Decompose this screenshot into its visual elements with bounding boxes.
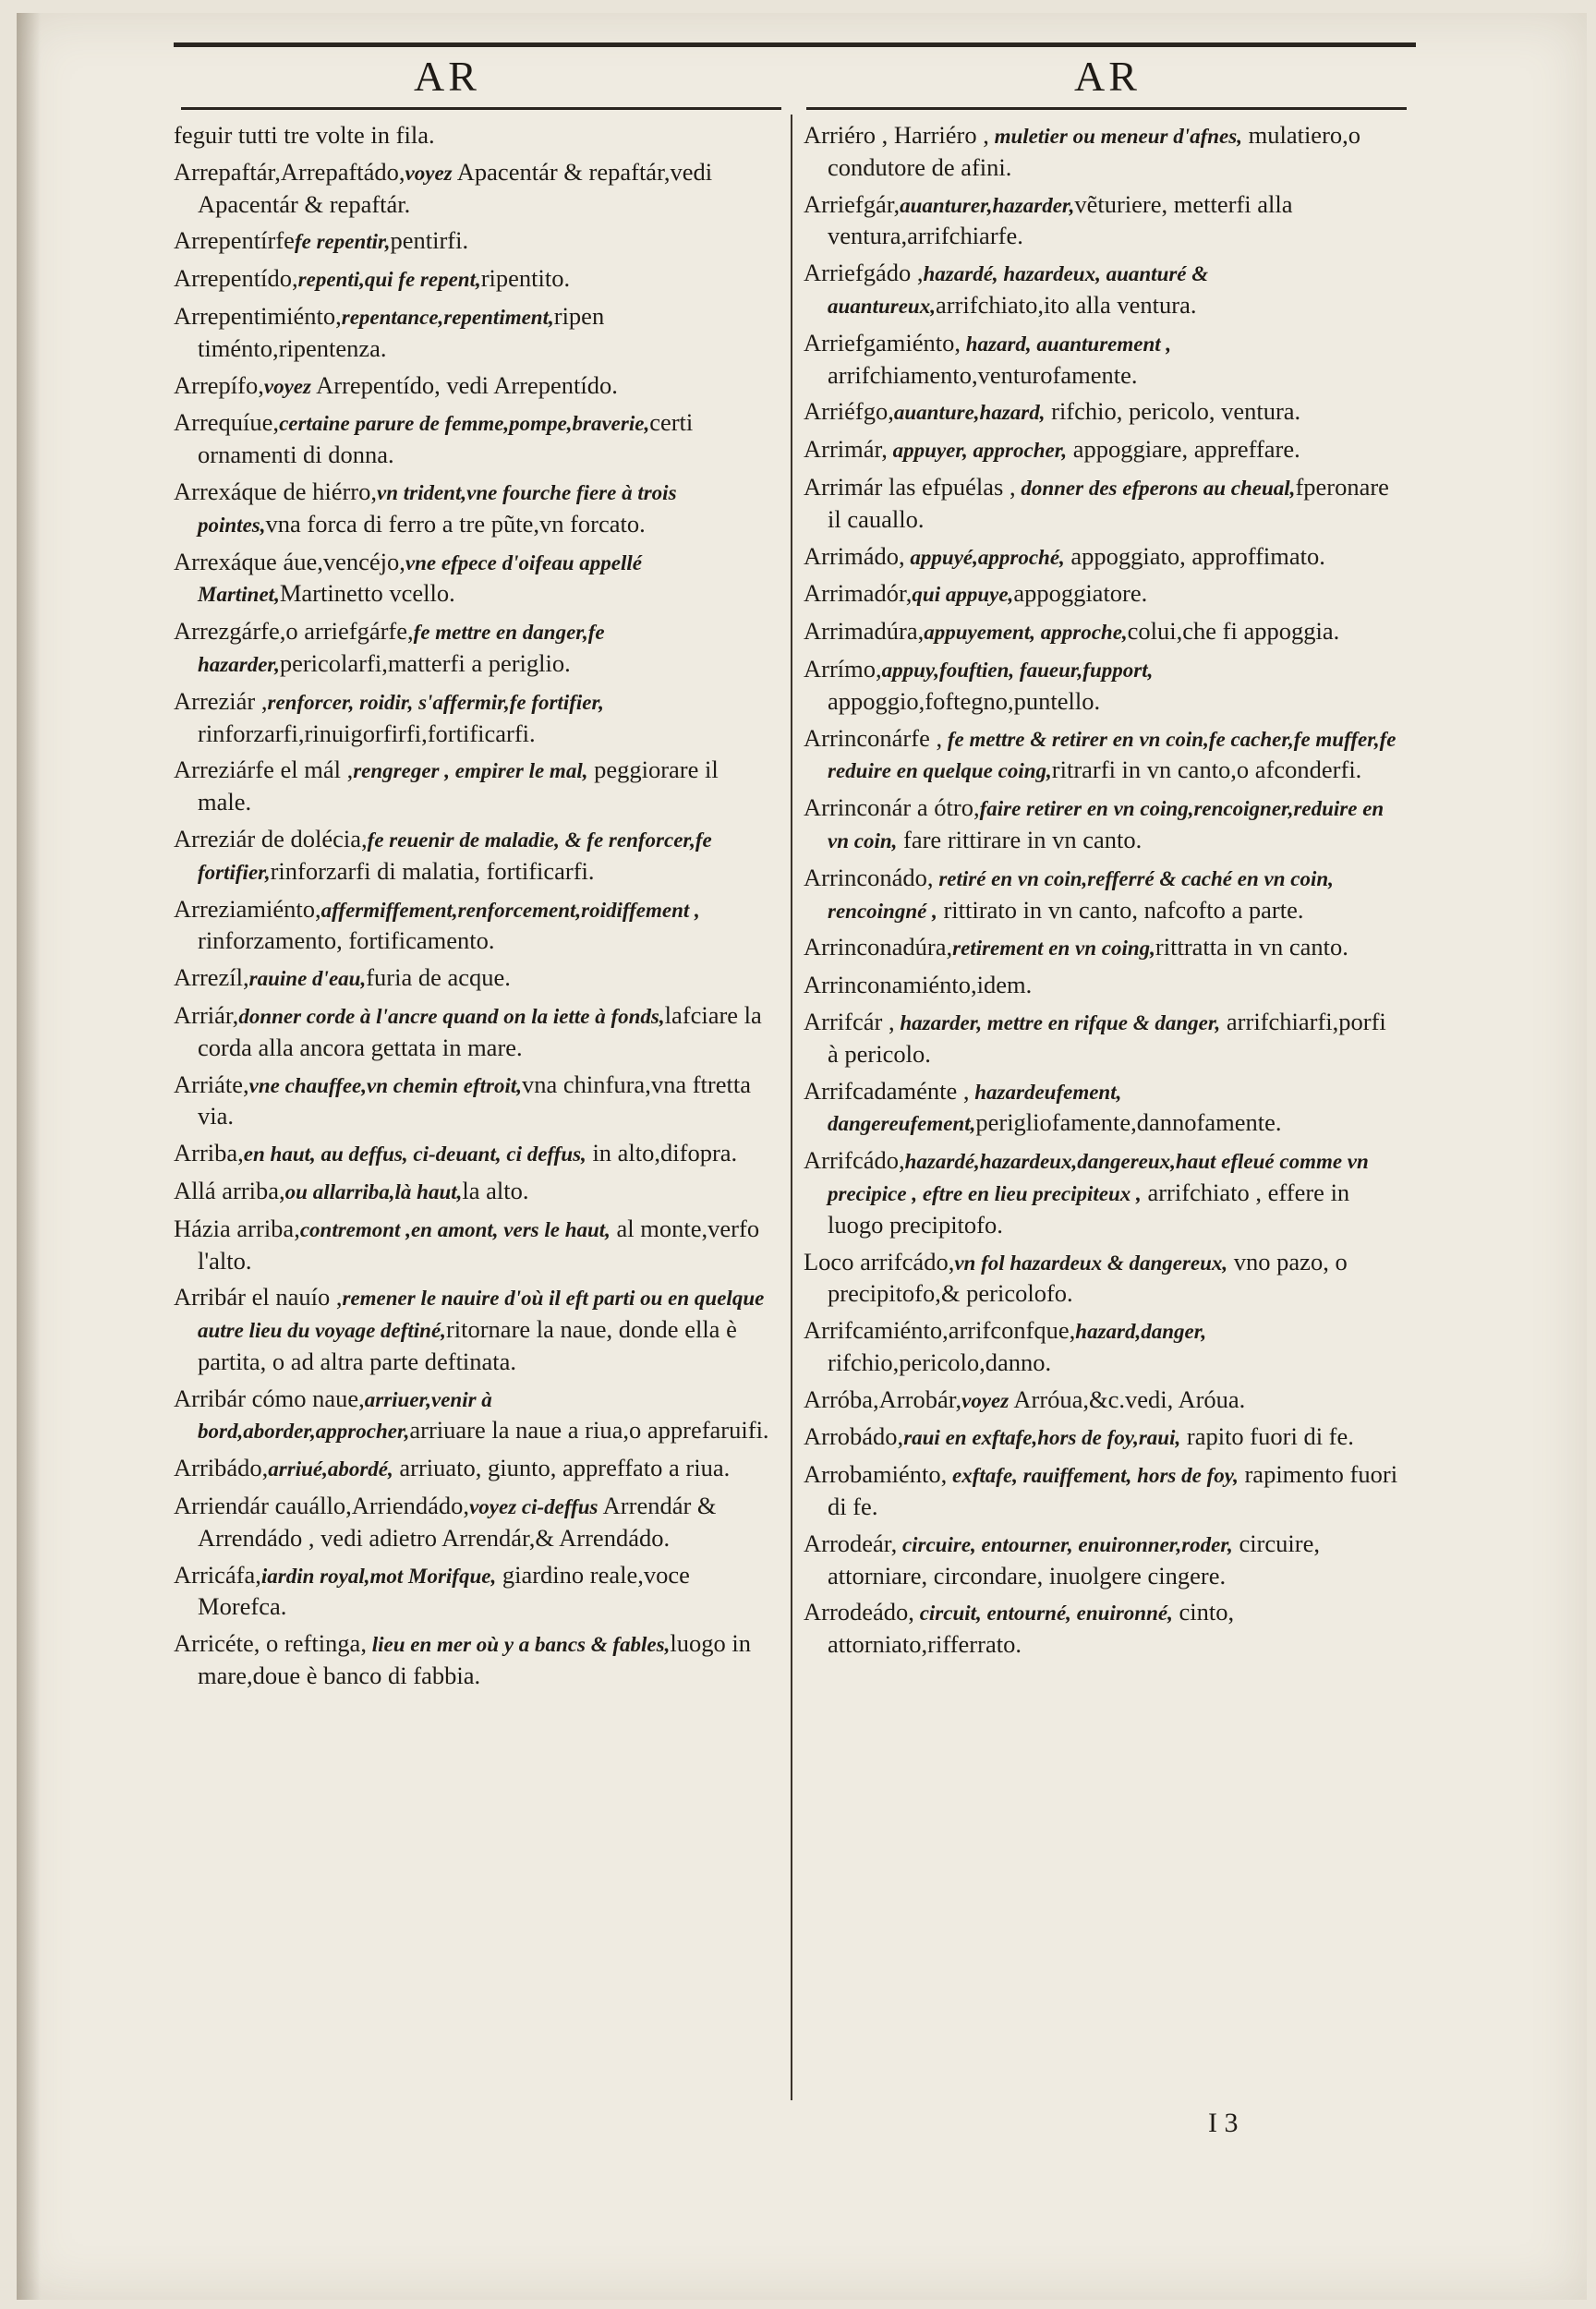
entry-italian: ritrarfi in vn canto,o afconderfi. bbox=[1051, 756, 1362, 784]
entry-italian: arrifchiamento,venturofamente. bbox=[828, 360, 1138, 389]
entry-french: hazard, auanturement , bbox=[960, 332, 1172, 356]
dictionary-entry bbox=[804, 1247, 1402, 1311]
entry-italian: ripen timénto,ripentenza. bbox=[198, 301, 605, 362]
entry-french: renforcer, roidir, s'affermir,fe fortifier, bbox=[267, 690, 604, 714]
entry-french: repentance,repentiment, bbox=[341, 305, 554, 329]
entry-headword: Arrimádo, bbox=[804, 541, 905, 570]
entry-french: appuyer, approcher, bbox=[887, 439, 1068, 463]
entry-headword: Arrodeádo, bbox=[804, 1598, 914, 1626]
entry-headword: Arrodeár, bbox=[804, 1529, 898, 1557]
entry-french: hazard,danger, bbox=[1075, 1320, 1207, 1344]
entry-headword: Arróba,Arrobár, bbox=[804, 1384, 962, 1413]
entry-italian: colui,che fi appoggia. bbox=[1127, 617, 1340, 646]
entry-french: voyez ci-deffus bbox=[469, 1495, 598, 1519]
entry-french: vn fol hazardeux & dangereux, bbox=[954, 1251, 1228, 1275]
entry-headword: Arrifcadaménte , bbox=[804, 1076, 970, 1105]
entry-french: voyez bbox=[263, 374, 311, 398]
entry-french: donner corde à l'ancre quand on la iette à fonds, bbox=[238, 1004, 665, 1028]
entry-french: voyez bbox=[405, 161, 453, 185]
column-divider bbox=[791, 115, 792, 2100]
dictionary-entry bbox=[174, 477, 774, 541]
entry-italian: Arrepentído, vedi Arrepentído. bbox=[310, 370, 618, 399]
entry-italian: Apacentár & repaftár,vedi Apacentár & repaftár. bbox=[198, 157, 713, 218]
entry-french: vne chauffee,vn chemin eftroit, bbox=[248, 1073, 523, 1097]
entry-french: raui en exftafe,hors de foy,raui, bbox=[903, 1426, 1181, 1450]
entry-italian: arrifchiato,ito alla ventura. bbox=[935, 290, 1197, 319]
entry-headword: Arricéte, o reftinga, bbox=[174, 1629, 367, 1658]
entry-french: rauine d'eau, bbox=[248, 967, 367, 991]
entry-headword: Arribár el nauío , bbox=[174, 1283, 343, 1312]
dictionary-entry bbox=[174, 755, 774, 818]
entry-headword: Arriefgár, bbox=[804, 189, 901, 218]
entry-italian: arrifchiato , effere in luogo precipitofo. bbox=[828, 1178, 1350, 1239]
entry-italian: furia de acque. bbox=[366, 963, 511, 992]
entry-headword: Arrezgárfe,o arriefgárfe, bbox=[174, 617, 414, 646]
entry-french: fe reuenir de maladie, & fe renforcer,fe fortifier, bbox=[198, 828, 712, 884]
dictionary-entry bbox=[804, 120, 1402, 184]
entry-headword: Arreziár de dolécia, bbox=[174, 824, 368, 852]
rule-right bbox=[806, 107, 1407, 110]
entry-headword: Arrepentído, bbox=[174, 264, 298, 293]
dictionary-entry bbox=[174, 1000, 774, 1064]
entry-headword: Arribádo, bbox=[174, 1454, 269, 1482]
entry-french: arriuer,venir à bord,aborder,approcher, bbox=[198, 1387, 492, 1444]
dictionary-entry bbox=[804, 189, 1402, 253]
entry-italian: fare rittirare in vn canto. bbox=[897, 825, 1143, 853]
dictionary-entry bbox=[174, 962, 774, 995]
dictionary-entry bbox=[804, 396, 1402, 429]
entry-headword: Arreziár , bbox=[174, 686, 268, 715]
dictionary-entry bbox=[174, 686, 774, 750]
dictionary-entry bbox=[174, 370, 774, 403]
entry-italian: mulatiero,o condutore de afini. bbox=[828, 121, 1361, 181]
entry-italian: arriuato, giunto, appreffato a riua. bbox=[393, 1454, 731, 1482]
entry-headword: Arrepentimiénto, bbox=[174, 301, 342, 330]
entry-french: certaine parure de femme,pompe,braverie, bbox=[279, 412, 650, 436]
dictionary-entry bbox=[804, 1007, 1402, 1070]
entry-headword: Arrinconárfe , bbox=[804, 723, 943, 752]
entry-headword: Arrobamiénto, bbox=[804, 1460, 948, 1489]
entry-headword: Arrimár, bbox=[804, 435, 888, 464]
entry-italian: arrifchiarfi,porfi à pericolo. bbox=[828, 1007, 1386, 1068]
entry-french: donner des efperons au cheual, bbox=[1015, 476, 1296, 500]
entry-french: retirement en vn coing, bbox=[952, 937, 1155, 961]
dictionary-entry bbox=[804, 1459, 1402, 1523]
entry-italian: appoggiatore. bbox=[1013, 579, 1148, 608]
entry-headword: Arrinconár a ótro, bbox=[804, 793, 980, 822]
entry-headword: Arrequíue, bbox=[174, 408, 280, 437]
dictionary-entry bbox=[174, 1560, 774, 1624]
entry-italian: rinforzarfi di malatia, fortificarfi. bbox=[270, 856, 595, 885]
entry-headword: Allá arriba, bbox=[174, 1176, 285, 1204]
entry-italian: in alto,difopra. bbox=[586, 1139, 738, 1167]
entry-italian: rifchio,pericolo,danno. bbox=[828, 1348, 1052, 1376]
entry-french: arriué,abordé, bbox=[268, 1457, 393, 1481]
entry-headword: Arrepífo, bbox=[174, 370, 264, 399]
dictionary-entry bbox=[804, 1315, 1402, 1379]
entry-headword: Arrinconadúra, bbox=[804, 933, 953, 961]
page bbox=[17, 13, 1587, 2300]
running-head-right: AR bbox=[1074, 53, 1141, 100]
entry-italian: peggiorare il male. bbox=[198, 756, 719, 816]
entry-italian: pericolarfi,matterfi a periglio. bbox=[279, 648, 571, 677]
entry-headword: Arrifcádo, bbox=[804, 1146, 905, 1175]
dictionary-entry bbox=[174, 1491, 774, 1554]
entry-headword: Arrimadúra, bbox=[804, 617, 925, 646]
entry-headword: Arrepentírfe bbox=[174, 226, 295, 255]
dictionary-entry bbox=[804, 1597, 1402, 1661]
entry-italian: arriuare la naue a riua,o apprefaruifi. bbox=[409, 1416, 769, 1445]
entry-italian: appoggio,foftegno,puntello. bbox=[828, 686, 1101, 715]
entry-italian: Arrendár & Arrendádo , vedi adietro Arrendár,& Arrendádo. bbox=[198, 1492, 717, 1552]
entry-italian: rifchio, pericolo, ventura. bbox=[1045, 397, 1301, 426]
dictionary-entry bbox=[174, 894, 774, 958]
entry-french: iardin royal,mot Morifque, bbox=[260, 1564, 497, 1588]
entry-french: fe mettre & retirer en vn coin,fe cacher,fe muffer,fe reduire en quelque coing, bbox=[828, 727, 1396, 783]
entry-headword: Arrifcamiénto,arrifconfque, bbox=[804, 1316, 1076, 1345]
dictionary-entry bbox=[174, 1070, 774, 1133]
entry-headword: Arriendár cauállo,Arriendádo, bbox=[174, 1492, 470, 1520]
dictionary-entry bbox=[804, 541, 1402, 574]
entry-headword: Arrimadór, bbox=[804, 579, 913, 608]
dictionary-entry bbox=[804, 863, 1402, 927]
entry-italian: vna forca di ferro a tre pũte,vn forcato. bbox=[265, 509, 646, 538]
entry-headword: Arrezíl, bbox=[174, 963, 249, 992]
entry-headword: Házia arriba, bbox=[174, 1214, 300, 1242]
dictionary-entry bbox=[174, 1628, 774, 1692]
entry-headword: Arrímo, bbox=[804, 654, 882, 683]
entry-french: circuit, entourné, enuironné, bbox=[913, 1602, 1173, 1626]
entry-french: exftafe, rauiffement, hors de foy, bbox=[947, 1464, 1239, 1488]
left-column bbox=[174, 120, 774, 1698]
dictionary-entry bbox=[174, 263, 774, 296]
dictionary-entry bbox=[174, 157, 774, 221]
entry-headword: Arriba, bbox=[174, 1139, 244, 1167]
entry-italian: vna chinfura,vna ftretta via. bbox=[198, 1070, 751, 1130]
dictionary-entry bbox=[174, 301, 774, 365]
entry-italian: perigliofamente,dannofamente. bbox=[975, 1108, 1282, 1137]
entry-headword: Arrobádo, bbox=[804, 1422, 904, 1451]
entry-headword: Arrepaftár,Arrepaftádo, bbox=[174, 157, 405, 186]
dictionary-entry bbox=[804, 1145, 1402, 1240]
entry-headword: Arriár, bbox=[174, 1000, 239, 1029]
entry-french: en haut, au deffus, ci-deuant, ci deffus, bbox=[243, 1142, 586, 1167]
entry-italian: rapimento fuori di fe. bbox=[828, 1460, 1398, 1521]
dictionary-entry bbox=[804, 654, 1402, 718]
entry-headword: Arrexáque de hiérro, bbox=[174, 477, 377, 505]
entry-french: remener le nauire d'où il eft parti ou en quelque autre lieu du voyage deftiné, bbox=[198, 1287, 765, 1343]
entry-headword: feguir tutti tre volte in fila. bbox=[174, 121, 435, 149]
entry-headword: Arrinconamiénto,idem. bbox=[804, 971, 1033, 999]
entry-italian: cinto, attorniato,rifferrato. bbox=[828, 1598, 1235, 1659]
entry-headword: Arrimár las efpuélas , bbox=[804, 472, 1016, 501]
dictionary-entry bbox=[174, 1282, 774, 1377]
entry-french: auanturer,hazarder, bbox=[900, 193, 1075, 217]
entry-french: ou allarriba,là haut, bbox=[284, 1179, 463, 1203]
dictionary-entry bbox=[804, 258, 1402, 322]
entry-french: rengreger , empirer le mal, bbox=[353, 759, 588, 783]
dictionary-entry bbox=[174, 547, 774, 611]
entry-italian: luogo in mare,doue è banco di fabbia. bbox=[198, 1629, 751, 1690]
entry-italian: giardino reale,voce Morefca. bbox=[198, 1560, 690, 1621]
dictionary-entry bbox=[804, 472, 1402, 536]
entry-french: hazarder, mettre en rifque & danger, bbox=[894, 1010, 1221, 1034]
entry-italian: Arróua,&c.vedi, Aróua. bbox=[1009, 1384, 1246, 1413]
entry-italian: rinforzarfi,rinuigorfirfi,fortificarfi. bbox=[198, 719, 536, 747]
entry-french: appuyé,approché, bbox=[904, 545, 1065, 569]
entry-headword: Arreziamiénto, bbox=[174, 894, 321, 923]
rule-left bbox=[181, 107, 781, 110]
entry-french: lieu en mer où y a bancs & fables, bbox=[366, 1633, 671, 1657]
entry-headword: Arriéro , Harriéro , bbox=[804, 121, 989, 149]
dictionary-entry bbox=[804, 792, 1402, 857]
dictionary-entry bbox=[804, 616, 1402, 648]
entry-italian: rittratta in vn canto. bbox=[1155, 933, 1348, 961]
dictionary-entry bbox=[804, 578, 1402, 610]
entry-headword: Arriefgádo , bbox=[804, 259, 924, 287]
entry-french: affermiffement,renforcement,roidiffement , bbox=[320, 898, 700, 922]
entry-italian: rapito fuori di fe. bbox=[1180, 1422, 1354, 1451]
dictionary-entry bbox=[174, 1176, 774, 1208]
entry-italian: circuire, attorniare, circondare, inuolgere cingere. bbox=[828, 1529, 1320, 1590]
entry-italian: ritornare la naue, donde ella è partita, o ad altra parte deftinata. bbox=[198, 1315, 737, 1375]
entry-french: contremont ,en amont, vers le haut, bbox=[299, 1217, 611, 1241]
dictionary-entry bbox=[174, 225, 774, 258]
entry-french: qui appuye, bbox=[912, 583, 1014, 607]
entry-headword: Arriefgamiénto, bbox=[804, 328, 961, 357]
entry-headword: Loco arrifcádo, bbox=[804, 1247, 955, 1275]
entry-french: fe mettre en danger,fe hazarder, bbox=[198, 621, 605, 676]
entry-french: repenti,qui fe repent, bbox=[297, 268, 481, 292]
entry-italian: rinforzamento, fortificamento. bbox=[198, 926, 495, 955]
entry-italian: appoggiare, appreffare. bbox=[1067, 435, 1300, 464]
dictionary-entry bbox=[174, 120, 774, 151]
entry-italian: pentirfi. bbox=[390, 226, 469, 255]
entry-italian: Martinetto vcello. bbox=[279, 579, 455, 608]
top-rule bbox=[174, 42, 1416, 47]
entry-french: vn trident,vne fourche fiere à trois pointes, bbox=[198, 480, 677, 537]
entry-french: vne efpece d'oifeau appellé Martinet, bbox=[198, 550, 642, 607]
dictionary-entry bbox=[804, 970, 1402, 1001]
entry-french: circuire, entourner, enuironner,roder, bbox=[897, 1532, 1233, 1556]
dictionary-entry bbox=[804, 434, 1402, 466]
entry-italian: certi ornamenti di donna. bbox=[198, 408, 694, 469]
entry-french: fe repentir, bbox=[294, 230, 391, 254]
entry-italian: al monte,verfo l'alto. bbox=[198, 1214, 760, 1275]
entry-headword: Arrexáque áue,vencéjo, bbox=[174, 547, 405, 575]
entry-italian: ripentito. bbox=[480, 264, 571, 293]
dictionary-entry bbox=[174, 1214, 774, 1277]
entry-headword: Arrifcár , bbox=[804, 1007, 895, 1035]
entry-french: voyez bbox=[961, 1388, 1010, 1412]
dictionary-entry bbox=[804, 1529, 1402, 1592]
dictionary-entry bbox=[174, 407, 774, 471]
entry-french: appuyement, approche, bbox=[924, 621, 1128, 645]
entry-italian: vno pazo, o precipitofo,& pericolofo. bbox=[828, 1247, 1348, 1308]
dictionary-entry bbox=[174, 1138, 774, 1170]
entry-headword: Arreziárfe el mál , bbox=[174, 756, 354, 784]
entry-french: faire retirer en vn coing,rencoigner,reduire en vn coin, bbox=[828, 797, 1384, 852]
dictionary-entry bbox=[804, 723, 1402, 788]
entry-headword: Arriáte, bbox=[174, 1070, 249, 1098]
right-column bbox=[804, 120, 1402, 1666]
entry-french: auanture,hazard, bbox=[893, 401, 1046, 425]
dictionary-entry bbox=[804, 1421, 1402, 1454]
entry-french: muletier ou meneur d'afnes, bbox=[988, 125, 1242, 148]
entry-italian: la alto. bbox=[462, 1176, 529, 1204]
dictionary-entry bbox=[804, 328, 1402, 392]
entry-italian: appoggiato, approffimato. bbox=[1064, 541, 1325, 570]
entry-italian: vẽturiere, metterfi alla ventura,arrifchiarfe. bbox=[828, 189, 1293, 250]
entry-headword: Arricáfa, bbox=[174, 1560, 261, 1589]
folio: I 3 bbox=[1208, 2108, 1239, 2138]
entry-italian: lafciare la corda alla ancora gettata in mare. bbox=[198, 1000, 762, 1061]
entry-headword: Arriéfgo, bbox=[804, 397, 894, 426]
dictionary-entry bbox=[174, 1384, 774, 1448]
entry-french: appuy,fouftien, faueur,fupport, bbox=[881, 658, 1154, 682]
dictionary-entry bbox=[174, 616, 774, 681]
entry-italian: fperonare il cauallo. bbox=[828, 472, 1389, 533]
dictionary-entry bbox=[174, 1453, 774, 1485]
entry-french: hazardé, hazardeux, auanturé & auantureux, bbox=[828, 262, 1209, 318]
entry-french: retiré en vn coin,refferré & caché en vn coin, rencoingné , bbox=[828, 866, 1334, 923]
dictionary-entry bbox=[174, 824, 774, 889]
entry-italian: rittirato in vn canto, nafcofto a parte. bbox=[937, 895, 1304, 924]
entry-headword: Arrinconádo, bbox=[804, 863, 934, 891]
dictionary-entry bbox=[804, 1076, 1402, 1141]
dictionary-entry bbox=[804, 932, 1402, 964]
dictionary-entry bbox=[804, 1384, 1402, 1417]
entry-french: hazardeufement, dangereufement, bbox=[828, 1080, 1122, 1136]
entry-headword: Arribár cómo naue, bbox=[174, 1384, 365, 1412]
running-head-left: AR bbox=[414, 53, 480, 100]
entry-french: hazardé,hazardeux,dangereux,haut efleué comme vn precipice , eftre en lieu precipiteux , bbox=[828, 1150, 1369, 1205]
